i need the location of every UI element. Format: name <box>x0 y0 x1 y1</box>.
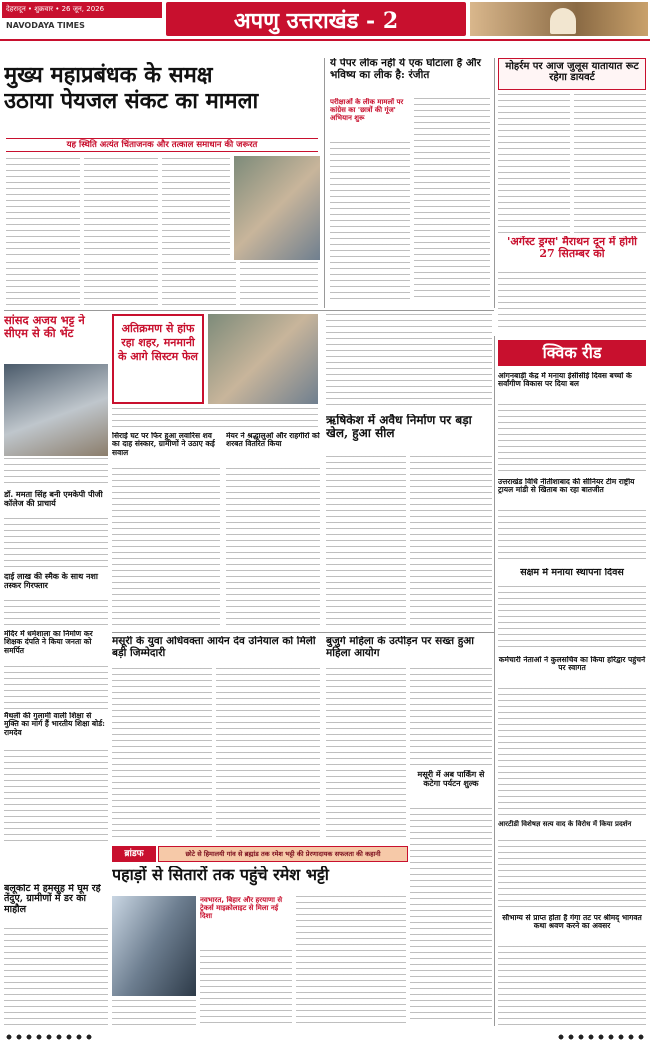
story-s2-body <box>226 468 320 628</box>
boxed-quote <box>112 314 204 404</box>
middle-top-bullet: परीक्षाओं के लीक मामलों पर कांग्रेस का 'छात्रों की गूंज' अभियान शुरू <box>330 98 404 123</box>
left-s3-body <box>4 666 108 710</box>
boxed-quote-text: अतिक्रमण से हांफ रहा शहर, मनमानी के आगे सिस्टम फेल <box>118 322 198 363</box>
qr-s3-headline: सक्षम में मनाया स्थापना दिवस <box>520 568 624 578</box>
story-s3-headline-block <box>326 414 492 454</box>
mp-body <box>4 458 108 486</box>
quick-read-label: क्विक रीड <box>498 340 646 366</box>
right-top-body-1 <box>498 94 570 234</box>
qr-s4-headline: कर्मचारी नेताओं ने कुलसचिव का किया हरिद्वार पहुंचने पर स्वागत <box>498 656 646 673</box>
story-s3-body-2 <box>410 456 492 628</box>
bottom-s2-body-2 <box>410 668 492 768</box>
bottom-s1-headline-block <box>112 636 320 666</box>
bottom-s1-headline: मसूरी के युवा अधिवक्ता आर्यन देव उनियाल को मिली बड़ी जिम्मेदारी <box>112 636 316 659</box>
lead-body-col-4 <box>84 262 158 306</box>
divider-vertical-1 <box>324 58 325 308</box>
lead-body-col-1 <box>6 158 80 258</box>
left-s4-headline-block <box>4 712 108 748</box>
qr-s1-headline: आंगनबाड़ी केंद्र में मनाया ईसीसीई दिवस बच्चों के सर्वांगीण विकास पर दिया बल <box>498 372 632 389</box>
registration-dots-left <box>4 1033 94 1041</box>
lead-subhead-bar <box>6 138 318 152</box>
left-s2-headline-block <box>4 572 108 598</box>
qr-s6-headline: सौभाग्य से प्राप्त होता है गंगा तट पर श्रीमद् भागवत कथा श्रवण करने का अवसर <box>502 914 642 931</box>
qr-s6-body <box>498 946 646 1026</box>
footer-registration-bar <box>0 1031 650 1043</box>
qr-s3-body <box>498 586 646 652</box>
qr-s1-headline-block <box>498 372 646 402</box>
left-s4-body <box>4 750 108 846</box>
left-s3-headline-block <box>4 630 108 664</box>
feature-side-body <box>4 928 108 1026</box>
quick-read-header <box>498 340 646 368</box>
left-s4-headline: मैथली की गुलामी वाली शिक्षा से मुक्ति का मार्ग हैं भारतीय शिक्षा बोर्ड: रामदेव <box>4 712 105 737</box>
story-s1-headline-block <box>112 432 222 466</box>
left-s2-headline: दाई लाख की स्मैक के साथ नशा तस्कर गिरफ्तार <box>4 572 98 590</box>
qr-s6-headline-block <box>498 914 646 944</box>
left-s1-headline-block <box>4 490 108 516</box>
lead-subhead: यह स्थिति अत्यंत चिंताजनक और तत्काल समाधान की जरूरत <box>66 140 258 150</box>
feature-banner-text: छोटे से हिमालयी गांव से ब्रह्मांड तक रमेश भट्टी की प्रेरणादायक सफलता की कहानी <box>185 850 381 858</box>
left-s1-headline: डॉ. ममता सिंह बनी एमकेपी पीजी कॉलेज की प्राचार्य <box>4 490 103 508</box>
masthead-divider <box>0 39 650 41</box>
qr-s5-headline: आरटीडी विशेषज्ञ सत्य वाद के विरोध में किया प्रदर्शन <box>498 820 632 828</box>
middle-top-bullet-block <box>330 98 410 138</box>
masthead-temple-image <box>470 2 648 36</box>
story-s3-body-1 <box>326 456 406 628</box>
left-s3-headline: मंदिर में धर्मशाला का निर्माण कर शिक्षक दंपति ने किया जनता को समर्पित <box>4 630 93 655</box>
bottom-s2-body-1 <box>326 668 406 840</box>
lead-headline-block <box>4 62 320 122</box>
lead-body-col-3 <box>162 158 230 258</box>
qr-s4-headline-block <box>498 656 646 686</box>
bottom-s1-body-1 <box>112 668 212 840</box>
right-top-headline-box <box>498 58 646 90</box>
qr-s1-body <box>498 404 646 474</box>
lead-headline-2: उठाया पेयजल संकट का मामला <box>4 88 259 114</box>
right-story2-body <box>498 272 646 332</box>
lead-body-col-5 <box>162 262 236 306</box>
right-top-headline: मोहर्रम पर आज जुलूस यातायात रूट रहेगा डायवर्ट <box>505 61 639 83</box>
right-top-body-2 <box>574 94 646 234</box>
feature-side-headline: बलूकोट में हमसूह में घूम रहे तेंदुए, ग्रामीणों में डर का माहौल <box>4 884 101 915</box>
encroachment-body <box>112 408 318 428</box>
mp-headline: सांसद अजय भट्ट ने सीएम से की भेंट <box>4 314 85 340</box>
section-title-box <box>166 2 466 36</box>
mp-headline-block <box>4 314 108 364</box>
mp-photo <box>4 364 108 456</box>
story-s1-body <box>112 468 220 628</box>
qr-s2-headline: उत्तराखंड विधि नीतीशाबाद की सीनियर टीम राष्ट्रीय ट्रायल मांडी से खिताब का रहा बातजीत <box>498 478 635 495</box>
feature-body-2 <box>296 896 406 1026</box>
masthead <box>0 0 650 38</box>
bottom-s3-headline-block <box>410 770 492 806</box>
lead-body-col-6 <box>240 262 318 306</box>
registration-dots-right <box>556 1033 646 1041</box>
qr-s4-body <box>498 688 646 816</box>
left-s2-body <box>4 600 108 626</box>
qr-s3-headline-block <box>498 568 646 584</box>
story-s2-headline: मेयर ने श्रद्धालुओं और राहगीरों को शरबत वितरित किया <box>226 432 320 449</box>
bottom-s1-body-2 <box>216 668 320 840</box>
lead-body-col-7 <box>6 262 80 306</box>
feature-headline-block <box>112 866 408 892</box>
masthead-date-strip <box>2 2 162 18</box>
middle-top-headline: ये पेपर लीक नहीं ये एक घोटाला है और भविष्य का लीक है: रंजीत <box>330 58 481 81</box>
feature-sub-block <box>200 896 292 946</box>
section-title: अपणु उत्तराखंड - 2 <box>233 8 399 34</box>
qr-s2-headline-block <box>498 478 646 508</box>
divider-vertical-2 <box>494 58 495 308</box>
divider-horizontal-1 <box>4 310 494 311</box>
top-wide-body <box>326 314 492 410</box>
masthead-date: देहरादून • शुक्रवार • 26 जून, 2026 <box>6 5 105 13</box>
left-s1-body <box>4 518 108 570</box>
feature-body-1 <box>200 950 292 1026</box>
feature-label: ब्रांडफ <box>112 846 156 862</box>
right-story2-headline: 'अगेंस्ट ड्रग्स' मैराथन दून में होगी 27 सितम्बर को <box>506 236 638 261</box>
middle-top-body-2 <box>414 98 490 302</box>
divider-horizontal-2 <box>112 632 494 633</box>
story-s3-headline: ऋषिकेश में अवैध निर्माण पर बड़ा खेल, हुआ सील <box>326 414 472 441</box>
feature-headline: पहाड़ों से सितारों तक पहुंचे रमेश भट्टी <box>112 866 329 884</box>
feature-sub-bullet: नवभारत, बिहार और हरयाणा से ट्रेकर्स माइक्रोलाइट से मिला नई दिशा <box>200 896 283 921</box>
bottom-s2-headline-block <box>326 636 492 666</box>
story-s2-headline-block <box>226 432 322 466</box>
encroachment-photo <box>208 314 318 404</box>
lead-headline-1: मुख्य महाप्रबंधक के समक्ष <box>4 62 213 88</box>
qr-s2-body <box>498 510 646 564</box>
qr-s5-headline-block <box>498 820 646 838</box>
divider-vertical-3 <box>494 336 495 1026</box>
bottom-s3-headline: मसूरी में अब पार्किंग से कटेगा पर्यटन शुल्क <box>417 770 485 788</box>
bottom-s3-body <box>410 808 492 1022</box>
middle-top-headline-block <box>330 58 488 98</box>
feature-body-3 <box>112 1000 196 1026</box>
lead-body-col-2 <box>84 158 158 258</box>
masthead-left <box>2 2 162 36</box>
masthead-brand: NAVODAYA TIMES <box>6 21 85 30</box>
qr-s5-body <box>498 840 646 910</box>
right-story2-headline-block <box>498 236 646 270</box>
temple-dome <box>550 8 576 34</box>
feature-photo <box>112 896 196 996</box>
story-s1-headline: सिराई घट पर फिर हुआ लवारिस शव का दाह संस्कार, ग्रामीणों ने उठाए कई सवाल <box>112 432 215 457</box>
lead-photo <box>234 156 320 260</box>
feature-side-headline-block <box>4 884 108 924</box>
feature-banner <box>158 846 408 862</box>
middle-top-body-1 <box>330 142 410 302</box>
bottom-s2-headline: बुजुर्ग महिला के उत्पीड़न पर सख्त हुआ महिला आयोग <box>326 636 475 659</box>
